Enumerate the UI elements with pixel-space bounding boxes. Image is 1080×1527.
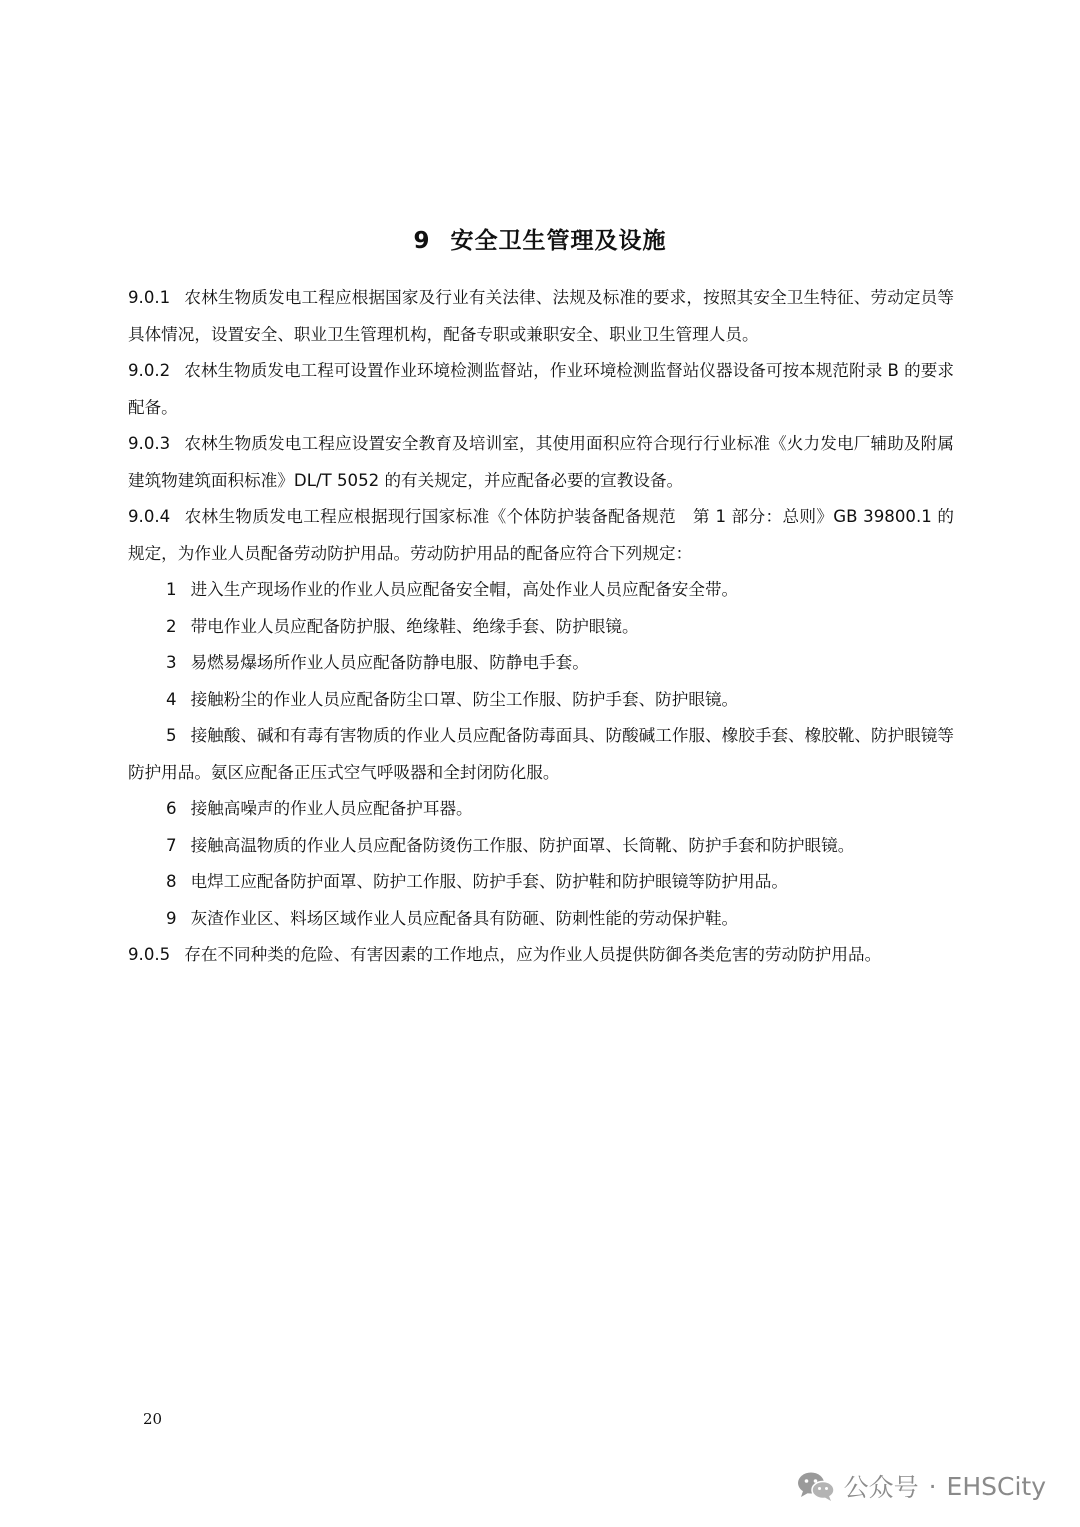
item-number: 6 bbox=[166, 799, 177, 818]
item-text: 进入生产现场作业的作业人员应配备安全帽，高处作业人员应配备安全带。 bbox=[190, 580, 739, 599]
clause-number: 9.0.5 bbox=[128, 945, 171, 964]
clause-text: 存在不同种类的危险、有害因素的工作地点，应为作业人员提供防御各类危害的劳动防护用品。 bbox=[184, 945, 882, 964]
item-text: 接触酸、碱和有毒有害物质的作业人员应配备防毒面具、防酸碱工作服、橡胶手套、橡胶靴、防护眼镜等防护用品。氨区应配备正压式空气呼吸器和全封闭防化服。 bbox=[128, 726, 954, 782]
list-item bbox=[128, 718, 954, 791]
chapter-number: 9 bbox=[413, 228, 431, 255]
watermark bbox=[796, 1466, 1046, 1506]
list-item bbox=[128, 645, 954, 682]
clause-9-0-1 bbox=[128, 280, 954, 353]
item-text: 易燃易爆场所作业人员应配备防静电服、防静电手套。 bbox=[190, 653, 589, 672]
clause-number: 9.0.2 bbox=[128, 361, 171, 380]
item-text: 电焊工应配备防护面罩、防护工作服、防护手套、防护鞋和防护眼镜等防护用品。 bbox=[190, 872, 788, 891]
clause-text: 农林生物质发电工程应根据国家及行业有关法律、法规及标准的要求，按照其安全卫生特征、劳动定员等具体情况，设置安全、职业卫生管理机构，配备专职或兼职安全、职业卫生管理人员。 bbox=[128, 288, 954, 344]
list-item bbox=[128, 901, 954, 938]
item-text: 灰渣作业区、料场区域作业人员应配备具有防砸、防刺性能的劳动保护鞋。 bbox=[190, 908, 739, 928]
item-number: 1 bbox=[166, 580, 177, 599]
list-item bbox=[128, 864, 954, 901]
item-text: 接触粉尘的作业人员应配备防尘口罩、防尘工作服、防护手套、防护眼镜。 bbox=[190, 689, 739, 709]
item-number: 4 bbox=[166, 689, 177, 709]
clause-number: 9.0.4 bbox=[128, 507, 171, 526]
clause-number: 9.0.3 bbox=[128, 434, 171, 453]
page-number: 20 bbox=[143, 1410, 163, 1428]
item-number: 7 bbox=[166, 835, 177, 855]
clause-9-0-5 bbox=[128, 937, 954, 974]
item-number: 5 bbox=[166, 726, 177, 745]
item-number: 3 bbox=[166, 653, 177, 672]
watermark-account: EHSCity bbox=[946, 1471, 1046, 1501]
clause-9-0-3 bbox=[128, 426, 954, 499]
document-body bbox=[128, 280, 954, 974]
item-number: 9 bbox=[166, 908, 177, 928]
clause-text: 农林生物质发电工程应设置安全教育及培训室，其使用面积应符合现行行业标准《火力发电厂辅助及附属建筑物建筑面积标准》DL/T 5052 的有关规定，并应配备必要的宣教设备。 bbox=[128, 434, 954, 490]
watermark-separator: · bbox=[928, 1471, 937, 1501]
list-item bbox=[128, 572, 954, 609]
item-text: 带电作业人员应配备防护服、绝缘鞋、绝缘手套、防护眼镜。 bbox=[190, 616, 639, 636]
list-item bbox=[128, 682, 954, 719]
watermark-label: 公众号 bbox=[843, 1473, 919, 1502]
list-item bbox=[128, 791, 954, 828]
item-number: 8 bbox=[166, 872, 177, 891]
clause-9-0-2 bbox=[128, 353, 954, 426]
item-text: 接触高温物质的作业人员应配备防烫伤工作服、防护面罩、长筒靴、防护手套和防护眼镜。 bbox=[190, 835, 855, 855]
item-number: 2 bbox=[166, 616, 177, 636]
list-item bbox=[128, 828, 954, 865]
clause-text: 农林生物质发电工程应根据现行国家标准《个体防护装备配备规范 第 1 部分：总则》GB 39800.1 的规定，为作业人员配备劳动防护用品。劳动防护用品的配备应符合下列规定： bbox=[128, 507, 954, 563]
clause-9-0-4 bbox=[128, 499, 954, 572]
chapter-title bbox=[0, 223, 1080, 259]
item-text: 接触高噪声的作业人员应配备护耳器。 bbox=[190, 799, 473, 818]
clause-number: 9.0.1 bbox=[128, 288, 171, 307]
chapter-title-text: 安全卫生管理及设施 bbox=[450, 228, 667, 255]
wechat-icon bbox=[796, 1470, 836, 1502]
clause-text: 农林生物质发电工程可设置作业环境检测监督站，作业环境检测监督站仪器设备可按本规范附录 B 的要求配备。 bbox=[128, 361, 954, 417]
list-item bbox=[128, 609, 954, 646]
